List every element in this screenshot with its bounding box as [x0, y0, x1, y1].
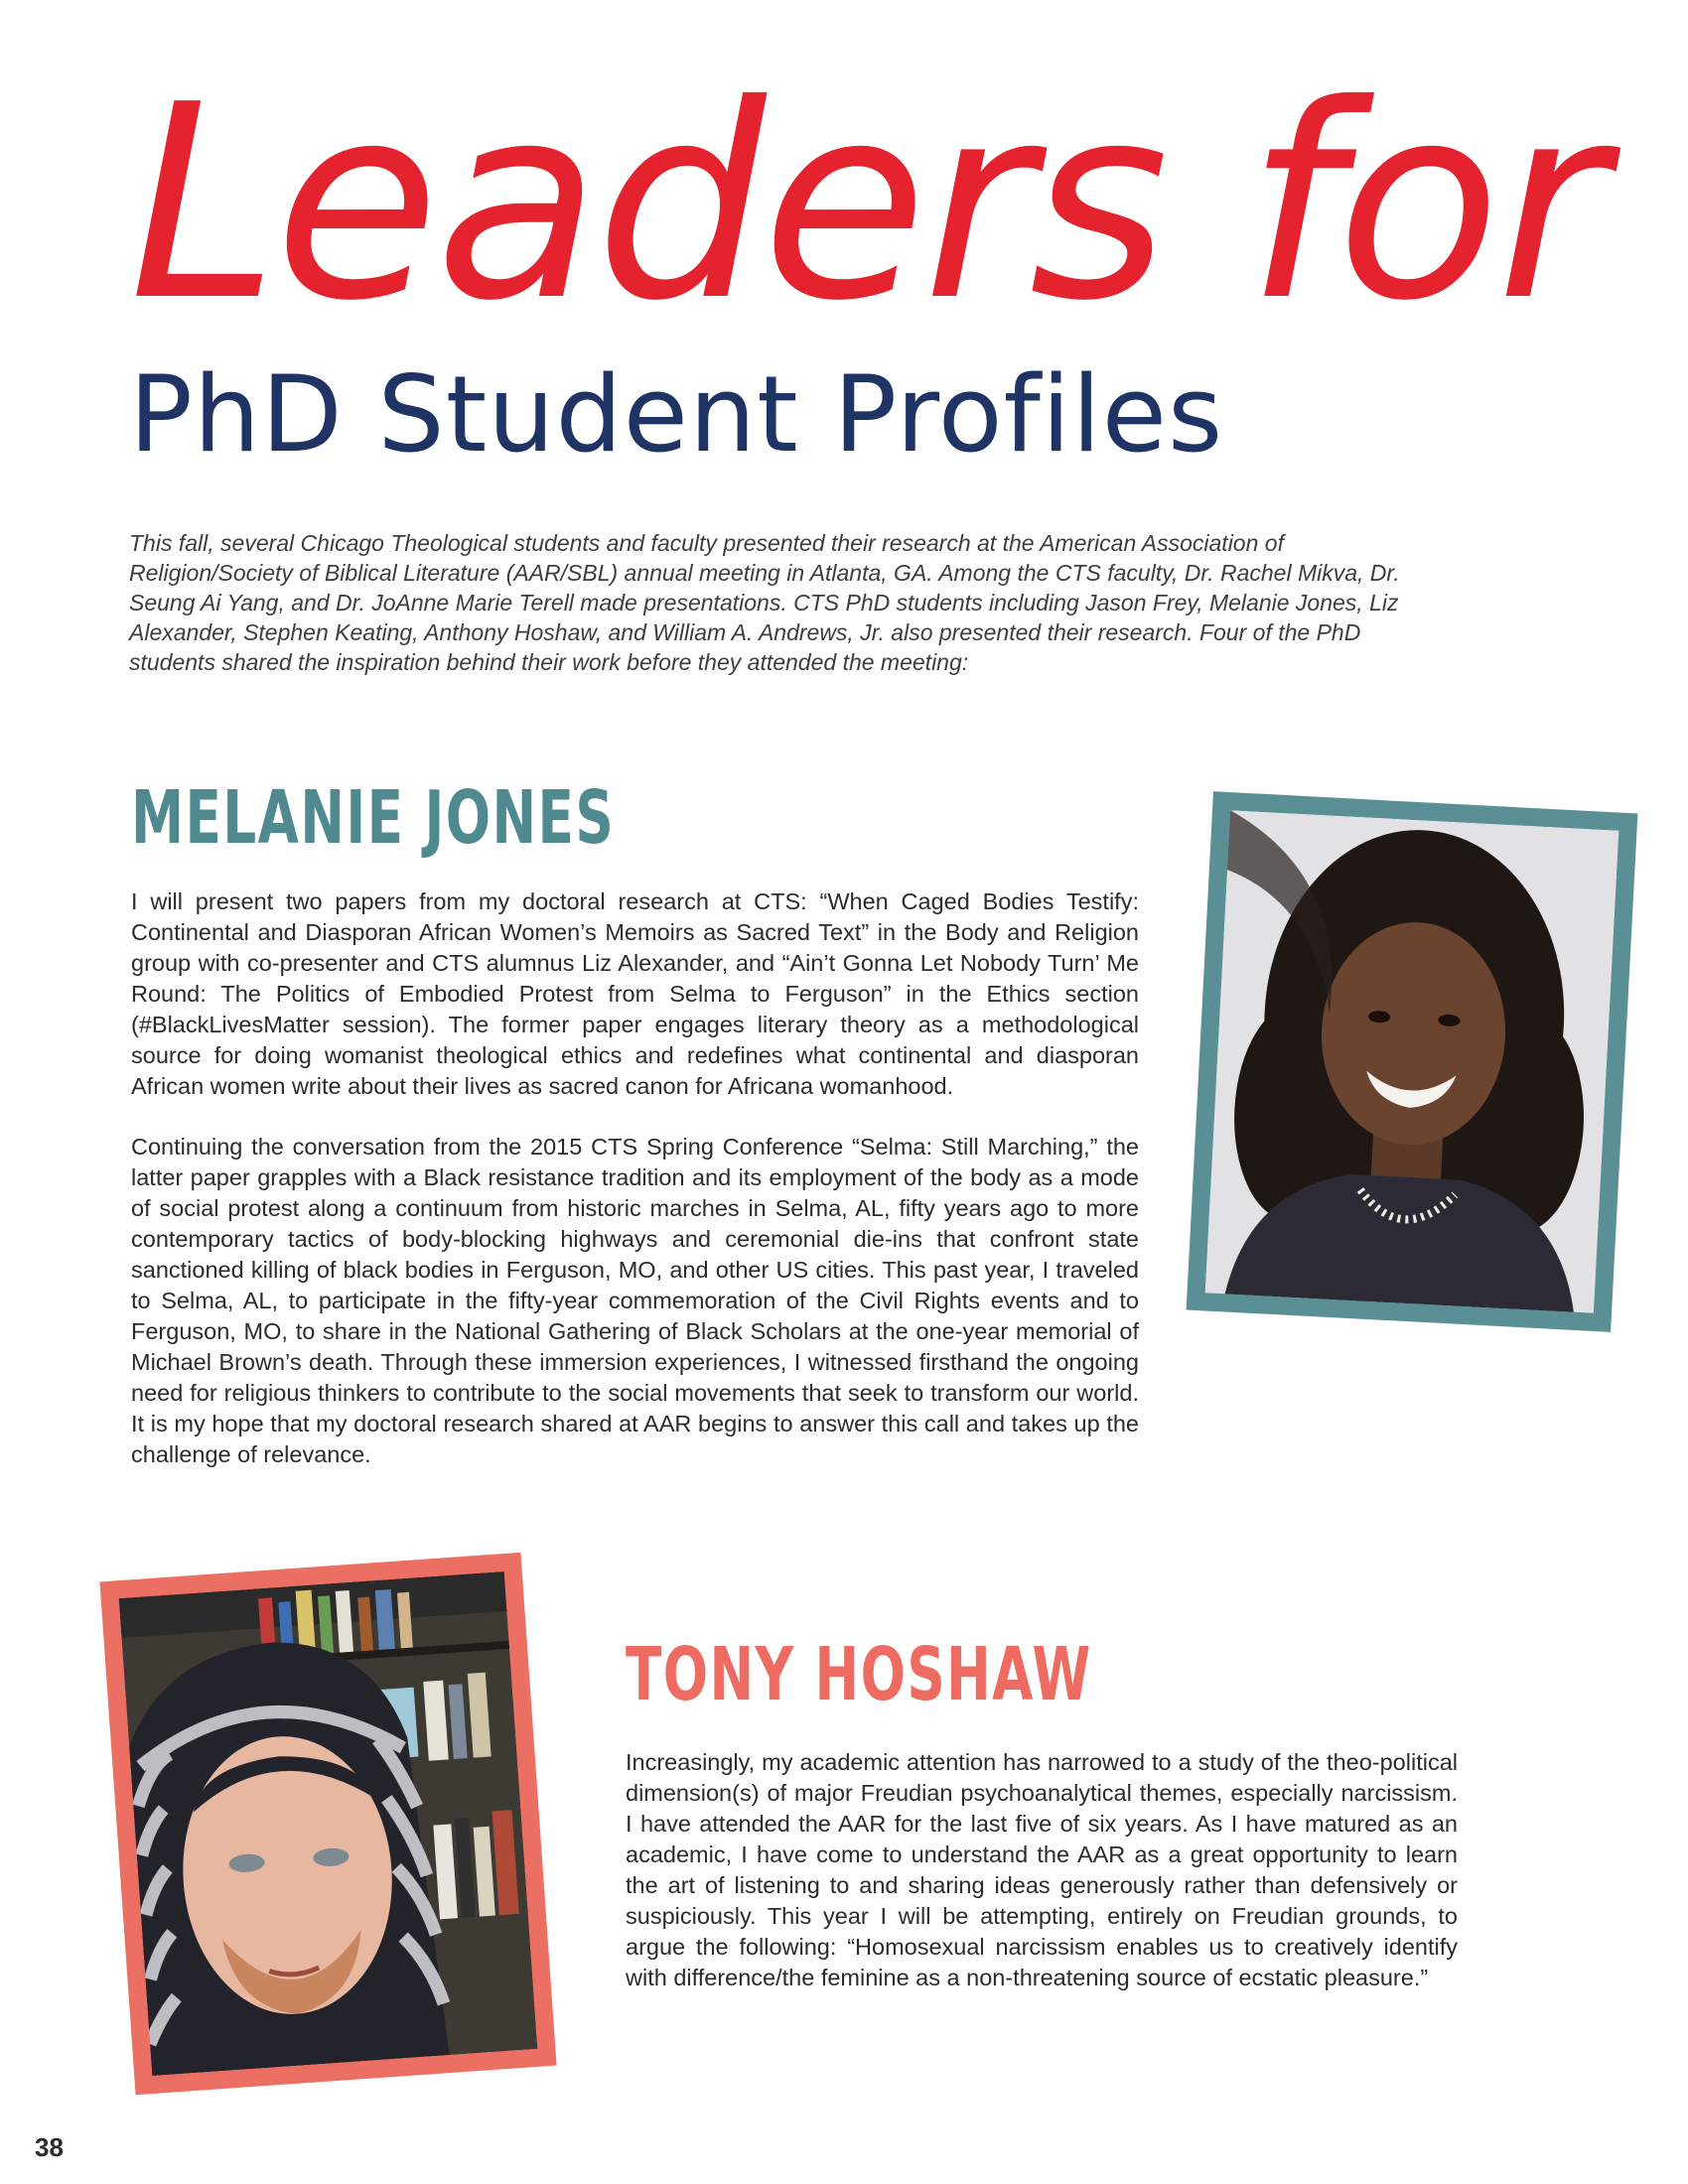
- profile-bio-tony: [626, 1747, 1458, 2023]
- portrait-photo-tony: [99, 1553, 556, 2095]
- profile-bio-melanie: [131, 887, 1139, 1500]
- intro-paragraph: This fall, several Chicago Theological students and faculty presented their research at the American Association of Religion/Society of Biblical Literature (AAR/SBL) annual meeting in Atlanta, GA. Among the CTS faculty, Dr. Rachel Mikva, Dr. Seung Ai Yang, and Dr. JoAnne Marie Terell made presentations. CTS PhD students including Jason Frey, Melanie Jones, Liz Alexander, Stephen Keating, Anthony Hoshaw, and William A. Andrews, Jr. also presented their research. Four of the PhD students shared the inspiration behind their work before they attended the meeting:: [129, 530, 1400, 675]
- portrait-image: [1205, 810, 1619, 1313]
- portrait-photo-melanie: [1187, 791, 1638, 1332]
- profile-name-tony: TONY HOSHAW: [626, 1632, 1092, 1717]
- bio-paragraph: Increasingly, my academic attention has narrowed to a study of the theo-political dimension(s) of major Freudian psychoanalytical themes, especially narcissism. I have attended the AAR for the last five of six years. As I have matured as an academic, I have come to understand the AAR as a great opportunity to learn the art of listening to and sharing ideas generously rather than defensively or suspiciously. This year I will be attempting, entirely on Freudian grounds, to argue the following: “Homosexual narcissism enables us to creatively identify with difference/the feminine as a non-threatening source of ecstatic pleasure.”: [626, 1749, 1458, 1990]
- bio-paragraph: Continuing the conversation from the 2015 CTS Spring Conference “Selma: Still Marching,” the latter paper grapples with a Black resistance tradition and its employment of the body as a mode of social protest along a continuum from historic marches in Selma, AL, fifty years ago to more contemporary tactics of body-blocking highways and ceremonial die-ins that confront state sanctioned killing of black bodies in Ferguson, MO, and other US cities. This past year, I traveled to Selma, AL, to participate in the fifty-year commemoration of the Civil Rights events and to Ferguson, MO, to share in the National Gathering of Black Scholars at the one-year memorial of Michael Brown’s death. Through these immersion experiences, I witnessed firsthand the ongoing need for religious thinkers to contribute to the social movements that seek to transform our world. It is my hope that my doctoral research shared at AAR begins to answer this call and takes up the challenge of relevance.: [131, 1134, 1139, 1467]
- profile-name-melanie: MELANIE JONES: [131, 775, 616, 861]
- bio-paragraph: I will present two papers from my doctoral research at CTS: “When Caged Bodies Testify: Continental and Diasporan African Women’s Memoirs as Sacred Text” in the Body and Religion group with co-presenter and CTS alumnus Liz Alexander, and “Ain’t Gonna Let Nobody Turn’ Me Round: The Politics of Embodied Protest from Selma to Ferguson” in the Ethics section (#BlackLivesMatter session). The former paper engages literary theory as a methodological source for doing womanist theological ethics and redefines what continental and diasporan African women write about their lives as sacred canon for Africana womanhood.: [131, 888, 1139, 1099]
- headline-subtitle: PhD Student Profiles: [129, 353, 1224, 476]
- page-number: 38: [35, 2132, 64, 2162]
- portrait-image: [119, 1571, 538, 2076]
- headline-title: Leaders for: [129, 47, 1604, 359]
